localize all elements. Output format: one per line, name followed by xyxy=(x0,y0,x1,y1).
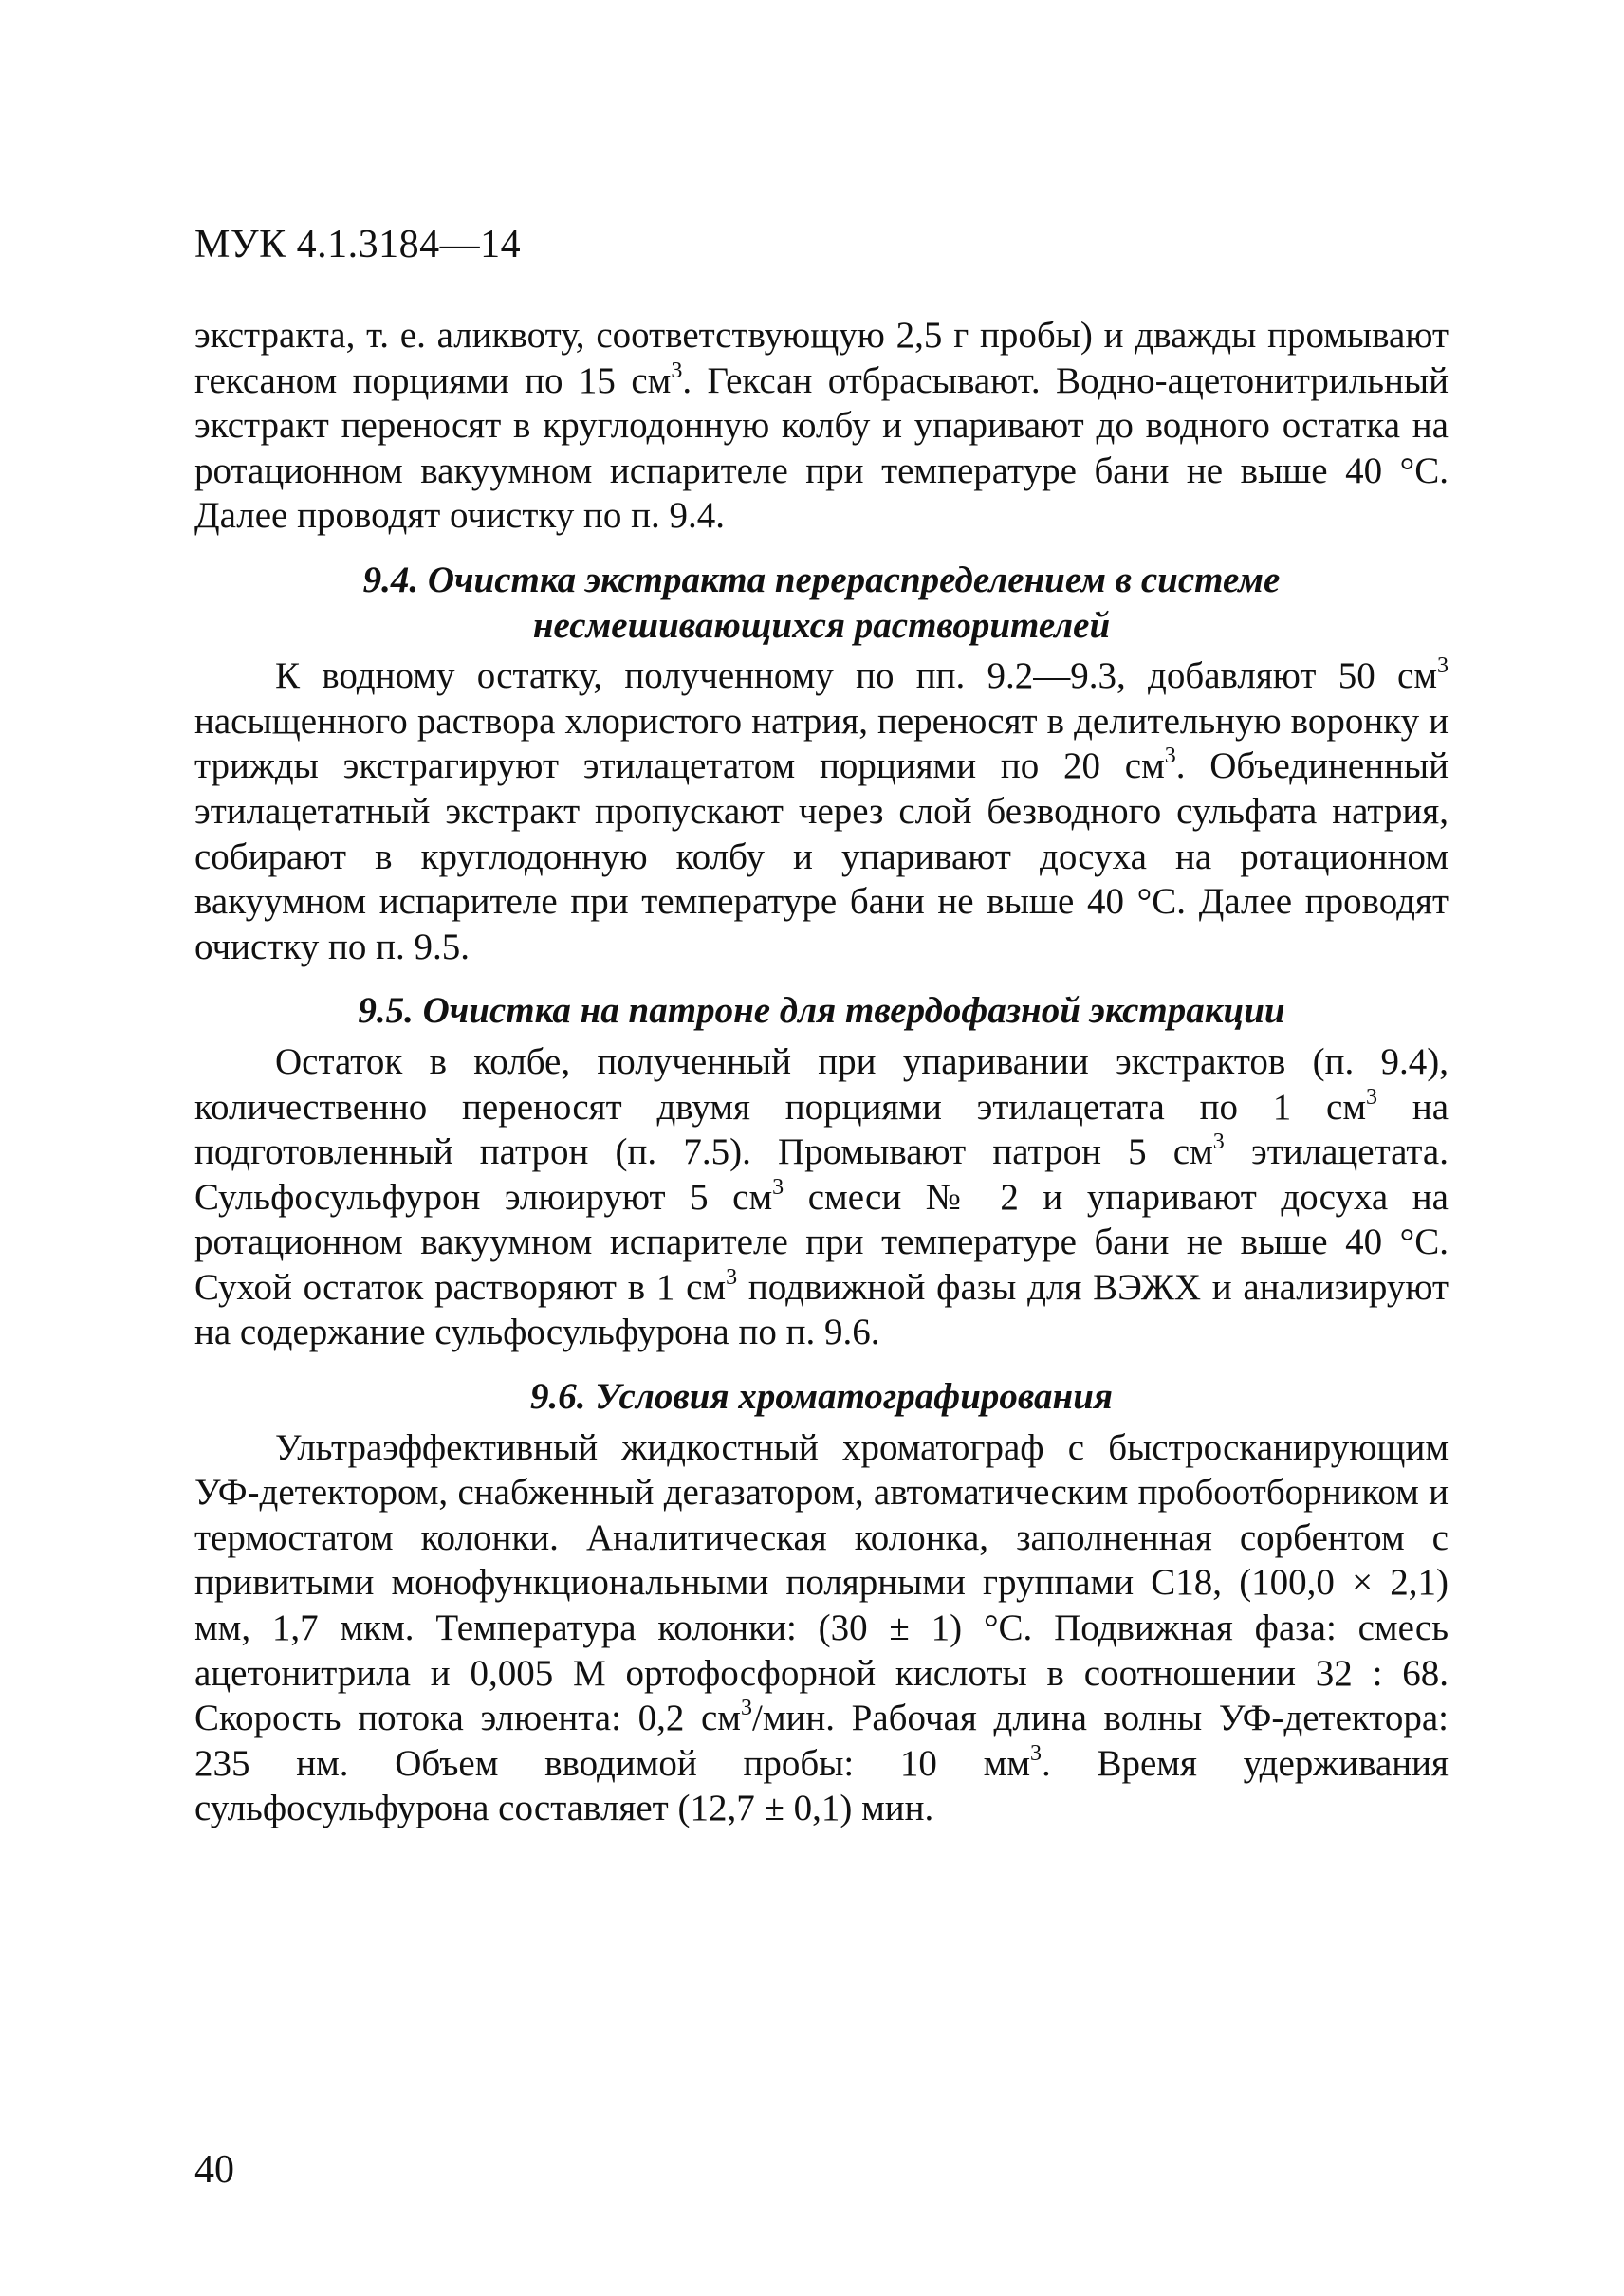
section-heading-9-5: 9.5. Очистка на патроне для твердофазной экстракции xyxy=(358,990,1285,1032)
paragraph-9-6: Ультраэффективный жидкостный хроматограф с быстросканирующим УФ-детектором, снабженный дегазатором, автоматическим пробоотборником и термостатом колонки. Аналитическая колонка, заполненная сорбентом с привитыми монофункциональными полярными группами С18, (100,0 × 2,1) мм, 1,7 мкм. Температура колонки: (30 ± 1) °С. Подвижная фаза: смесь ацетонитрила и 0,005 М ортофосфорной кислоты в соотношении 32 : 68. Скорость потока элюента: 0,2 $см^3$/мин. Рабочая длина волны УФ-детектора: 235 нм. Объем вводимой пробы: 10 $мм^3$. Время удерживания сульфосульфурона составляет (12,7 ± 0,1) мин. xyxy=(194,1426,1449,1829)
document-code-header: МУК 4.1.3184—14 xyxy=(194,223,522,266)
section-heading-9-4: 9.4. Очистка экстракта перераспределением в системе несмешивающихся растворителей xyxy=(362,559,1281,646)
paragraph-continuation: экстракта, т. е. аликвоту, соответствующую 2,5 г пробы) и дважды промывают гексаном порциями по 15 $см^3$. Гексан отбрасывают. Водно-ацетонитрильный экстракт переносят в круглодонную колбу и упаривают до водного остатка на ротационном вакуумном испарителе при температуре бани не выше 40 °С. Далее проводят очистку по п. 9.4. xyxy=(194,315,1449,537)
paragraph-9-5: Остаток в колбе, полученный при упаривании экстрактов (п. 9.4), количественно переносят двумя порциями этилацетата по 1 $см^3$ на подготовленный патрон (п. 7.5). Промывают патрон 5 $см^3$ этилацетата. Сульфосульфурон элюируют 5 $см^3$ смеси № 2 и упаривают досуха на ротационном вакуумном испарителе при температуре бани не выше 40 °С. Сухой остаток растворяют в 1 $см^3$ подвижной фазы для ВЭЖХ и анализируют на содержание сульфосульфурона по п. 9.6. xyxy=(194,1040,1449,1353)
section-heading-9-6: 9.6. Условия хроматографирования xyxy=(530,1376,1113,1418)
body-text xyxy=(194,313,1449,1831)
paragraph-9-4: К водному остатку, полученному по пп. 9.2—9.3, добавляют 50 $см^3$ насыщенного раствора хлористого натрия, переносят в делительную воронку и трижды экстрагируют этилацетатом порциями по 20 $см^3$. Объединенный этилацетатный экстракт пропускают через слой безводного сульфата натрия, собирают в круглодонную колбу и упаривают досуха на ротационном вакуумном испарителе при температуре бани не выше 40 °С. Далее проводят очистку по п. 9.5. xyxy=(194,653,1449,967)
document-page xyxy=(194,0,1449,2296)
page-number: 40 xyxy=(194,2148,234,2192)
